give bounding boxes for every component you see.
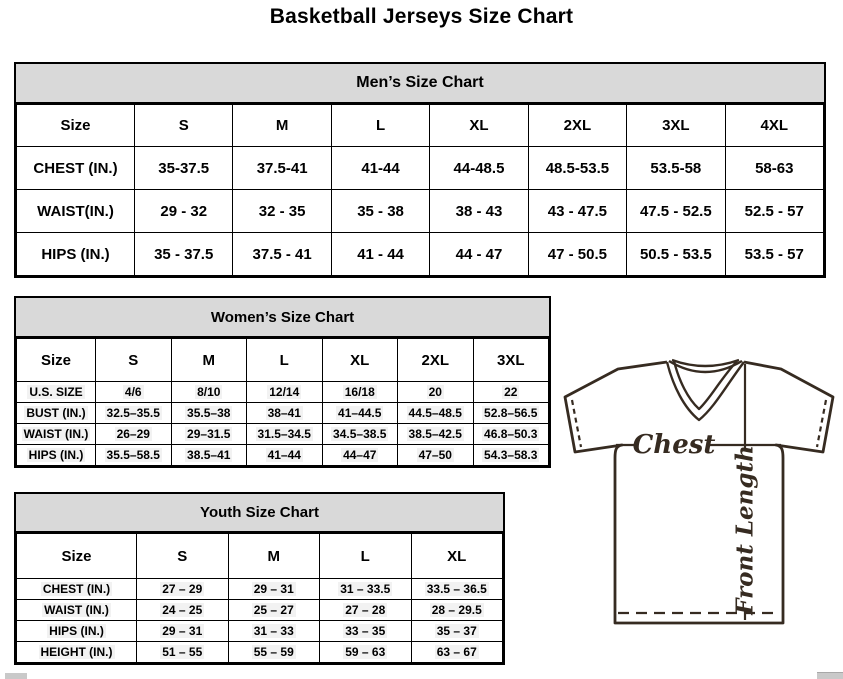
size-cell: 29 - 32 bbox=[135, 190, 233, 233]
size-cell: 33.5 – 36.5 bbox=[411, 579, 503, 600]
size-cell: 47–50 bbox=[398, 445, 474, 466]
column-header-xl: XL bbox=[322, 339, 398, 382]
size-cell: 31.5–34.5 bbox=[247, 424, 323, 445]
size-cell: 35.5–38 bbox=[171, 403, 247, 424]
column-header-size: Size bbox=[17, 534, 137, 579]
measurement-row bbox=[17, 424, 549, 445]
mens-table-title: Men’s Size Chart bbox=[16, 64, 824, 104]
size-cell: 58-63 bbox=[725, 147, 823, 190]
measurement-row bbox=[17, 579, 503, 600]
size-cell: 44 - 47 bbox=[430, 233, 528, 276]
size-cell: 53.5 - 57 bbox=[725, 233, 823, 276]
column-header-s: S bbox=[137, 534, 229, 579]
jersey-measurement-diagram bbox=[556, 352, 843, 644]
size-cell: 8/10 bbox=[171, 382, 247, 403]
size-cell: 28 – 29.5 bbox=[411, 600, 503, 621]
size-cell: 51 – 55 bbox=[137, 642, 229, 663]
youth-table-title: Youth Size Chart bbox=[16, 494, 503, 533]
measurement-row bbox=[17, 147, 824, 190]
size-cell: 35 – 37 bbox=[411, 621, 503, 642]
size-cell: 31 – 33.5 bbox=[320, 579, 412, 600]
size-cell: 46.8–50.3 bbox=[473, 424, 549, 445]
column-header-xl: XL bbox=[430, 105, 528, 147]
page-title: Basketball Jerseys Size Chart bbox=[269, 5, 574, 28]
column-header-l: L bbox=[331, 105, 429, 147]
size-cell: 31 – 33 bbox=[228, 621, 320, 642]
size-cell: 47.5 - 52.5 bbox=[627, 190, 725, 233]
column-header-3xl: 3XL bbox=[627, 105, 725, 147]
size-cell: 44–47 bbox=[322, 445, 398, 466]
size-cell: 26–29 bbox=[96, 424, 172, 445]
size-cell: 37.5-41 bbox=[233, 147, 331, 190]
size-cell: 38 - 43 bbox=[430, 190, 528, 233]
size-cell: 41–44.5 bbox=[322, 403, 398, 424]
size-cell: 16/18 bbox=[322, 382, 398, 403]
size-cell: 55 – 59 bbox=[228, 642, 320, 663]
size-cell: 29–31.5 bbox=[171, 424, 247, 445]
size-cell: 52.8–56.5 bbox=[473, 403, 549, 424]
size-cell: 43 - 47.5 bbox=[528, 190, 626, 233]
size-cell: 54.3–58.3 bbox=[473, 445, 549, 466]
column-header-xl: XL bbox=[411, 534, 503, 579]
column-header-l: L bbox=[247, 339, 323, 382]
row-label: WAIST(IN.) bbox=[17, 190, 135, 233]
size-cell: 34.5–38.5 bbox=[322, 424, 398, 445]
mens-size-table bbox=[16, 104, 824, 276]
row-label: HIPS (IN.) bbox=[17, 621, 137, 642]
youth-size-chart bbox=[14, 492, 505, 665]
womens-size-table bbox=[16, 338, 549, 466]
size-header-row bbox=[17, 105, 824, 147]
size-cell: 4/6 bbox=[96, 382, 172, 403]
size-cell: 38.5–41 bbox=[171, 445, 247, 466]
row-label: U.S. SIZE bbox=[17, 382, 96, 403]
collar-back-arc-2 bbox=[672, 360, 739, 366]
measurement-row bbox=[17, 600, 503, 621]
column-header-size: Size bbox=[17, 105, 135, 147]
column-header-2xl: 2XL bbox=[398, 339, 474, 382]
measurement-row bbox=[17, 642, 503, 663]
size-cell: 35 - 38 bbox=[331, 190, 429, 233]
front-length-label: Front Length bbox=[731, 445, 759, 615]
row-label: HIPS (IN.) bbox=[17, 445, 96, 466]
column-header-l: L bbox=[320, 534, 412, 579]
size-cell: 32.5–35.5 bbox=[96, 403, 172, 424]
size-cell: 27 – 29 bbox=[137, 579, 229, 600]
size-cell: 27 – 28 bbox=[320, 600, 412, 621]
column-header-4xl: 4XL bbox=[725, 105, 823, 147]
size-cell: 33 – 35 bbox=[320, 621, 412, 642]
row-label: WAIST (IN.) bbox=[17, 424, 96, 445]
measurement-row bbox=[17, 382, 549, 403]
womens-table-title: Women’s Size Chart bbox=[16, 298, 549, 338]
jersey-outline bbox=[565, 362, 833, 623]
size-cell: 35-37.5 bbox=[135, 147, 233, 190]
size-cell: 20 bbox=[398, 382, 474, 403]
row-label: CHEST (IN.) bbox=[17, 147, 135, 190]
size-cell: 35.5–58.5 bbox=[96, 445, 172, 466]
size-cell: 29 – 31 bbox=[228, 579, 320, 600]
column-header-m: M bbox=[171, 339, 247, 382]
row-label: HEIGHT (IN.) bbox=[17, 642, 137, 663]
size-cell: 25 – 27 bbox=[228, 600, 320, 621]
size-cell: 41-44 bbox=[331, 147, 429, 190]
scrollbar-fragment-left[interactable] bbox=[5, 673, 27, 679]
size-cell: 37.5 - 41 bbox=[233, 233, 331, 276]
collar-outer-v bbox=[667, 362, 744, 420]
column-header-size: Size bbox=[17, 339, 96, 382]
measurement-row bbox=[17, 233, 824, 276]
size-cell: 48.5-53.5 bbox=[528, 147, 626, 190]
column-header-m: M bbox=[233, 105, 331, 147]
column-header-m: M bbox=[228, 534, 320, 579]
measurement-row bbox=[17, 445, 549, 466]
size-cell: 29 – 31 bbox=[137, 621, 229, 642]
column-header-s: S bbox=[96, 339, 172, 382]
scrollbar-fragment-right[interactable] bbox=[817, 672, 843, 679]
row-label: CHEST (IN.) bbox=[17, 579, 137, 600]
mens-size-chart bbox=[14, 62, 826, 278]
size-cell: 35 - 37.5 bbox=[135, 233, 233, 276]
column-header-s: S bbox=[135, 105, 233, 147]
size-cell: 63 – 67 bbox=[411, 642, 503, 663]
size-cell: 52.5 - 57 bbox=[725, 190, 823, 233]
row-label: BUST (IN.) bbox=[17, 403, 96, 424]
size-cell: 44-48.5 bbox=[430, 147, 528, 190]
column-header-3xl: 3XL bbox=[473, 339, 549, 382]
size-cell: 38–41 bbox=[247, 403, 323, 424]
size-cell: 38.5–42.5 bbox=[398, 424, 474, 445]
size-cell: 41–44 bbox=[247, 445, 323, 466]
size-cell: 50.5 - 53.5 bbox=[627, 233, 725, 276]
youth-size-table bbox=[16, 533, 503, 663]
size-cell: 32 - 35 bbox=[233, 190, 331, 233]
size-cell: 47 - 50.5 bbox=[528, 233, 626, 276]
row-label: WAIST (IN.) bbox=[17, 600, 137, 621]
size-cell: 53.5-58 bbox=[627, 147, 725, 190]
chest-label: Chest bbox=[632, 430, 716, 460]
size-cell: 22 bbox=[473, 382, 549, 403]
row-label: HIPS (IN.) bbox=[17, 233, 135, 276]
womens-size-chart bbox=[14, 296, 551, 468]
size-cell: 41 - 44 bbox=[331, 233, 429, 276]
size-cell: 24 – 25 bbox=[137, 600, 229, 621]
size-header-row bbox=[17, 534, 503, 579]
measurement-row bbox=[17, 190, 824, 233]
column-header-2xl: 2XL bbox=[528, 105, 626, 147]
size-cell: 12/14 bbox=[247, 382, 323, 403]
measurement-row bbox=[17, 621, 503, 642]
size-header-row bbox=[17, 339, 549, 382]
size-cell: 44.5–48.5 bbox=[398, 403, 474, 424]
measurement-row bbox=[17, 403, 549, 424]
size-cell: 59 – 63 bbox=[320, 642, 412, 663]
